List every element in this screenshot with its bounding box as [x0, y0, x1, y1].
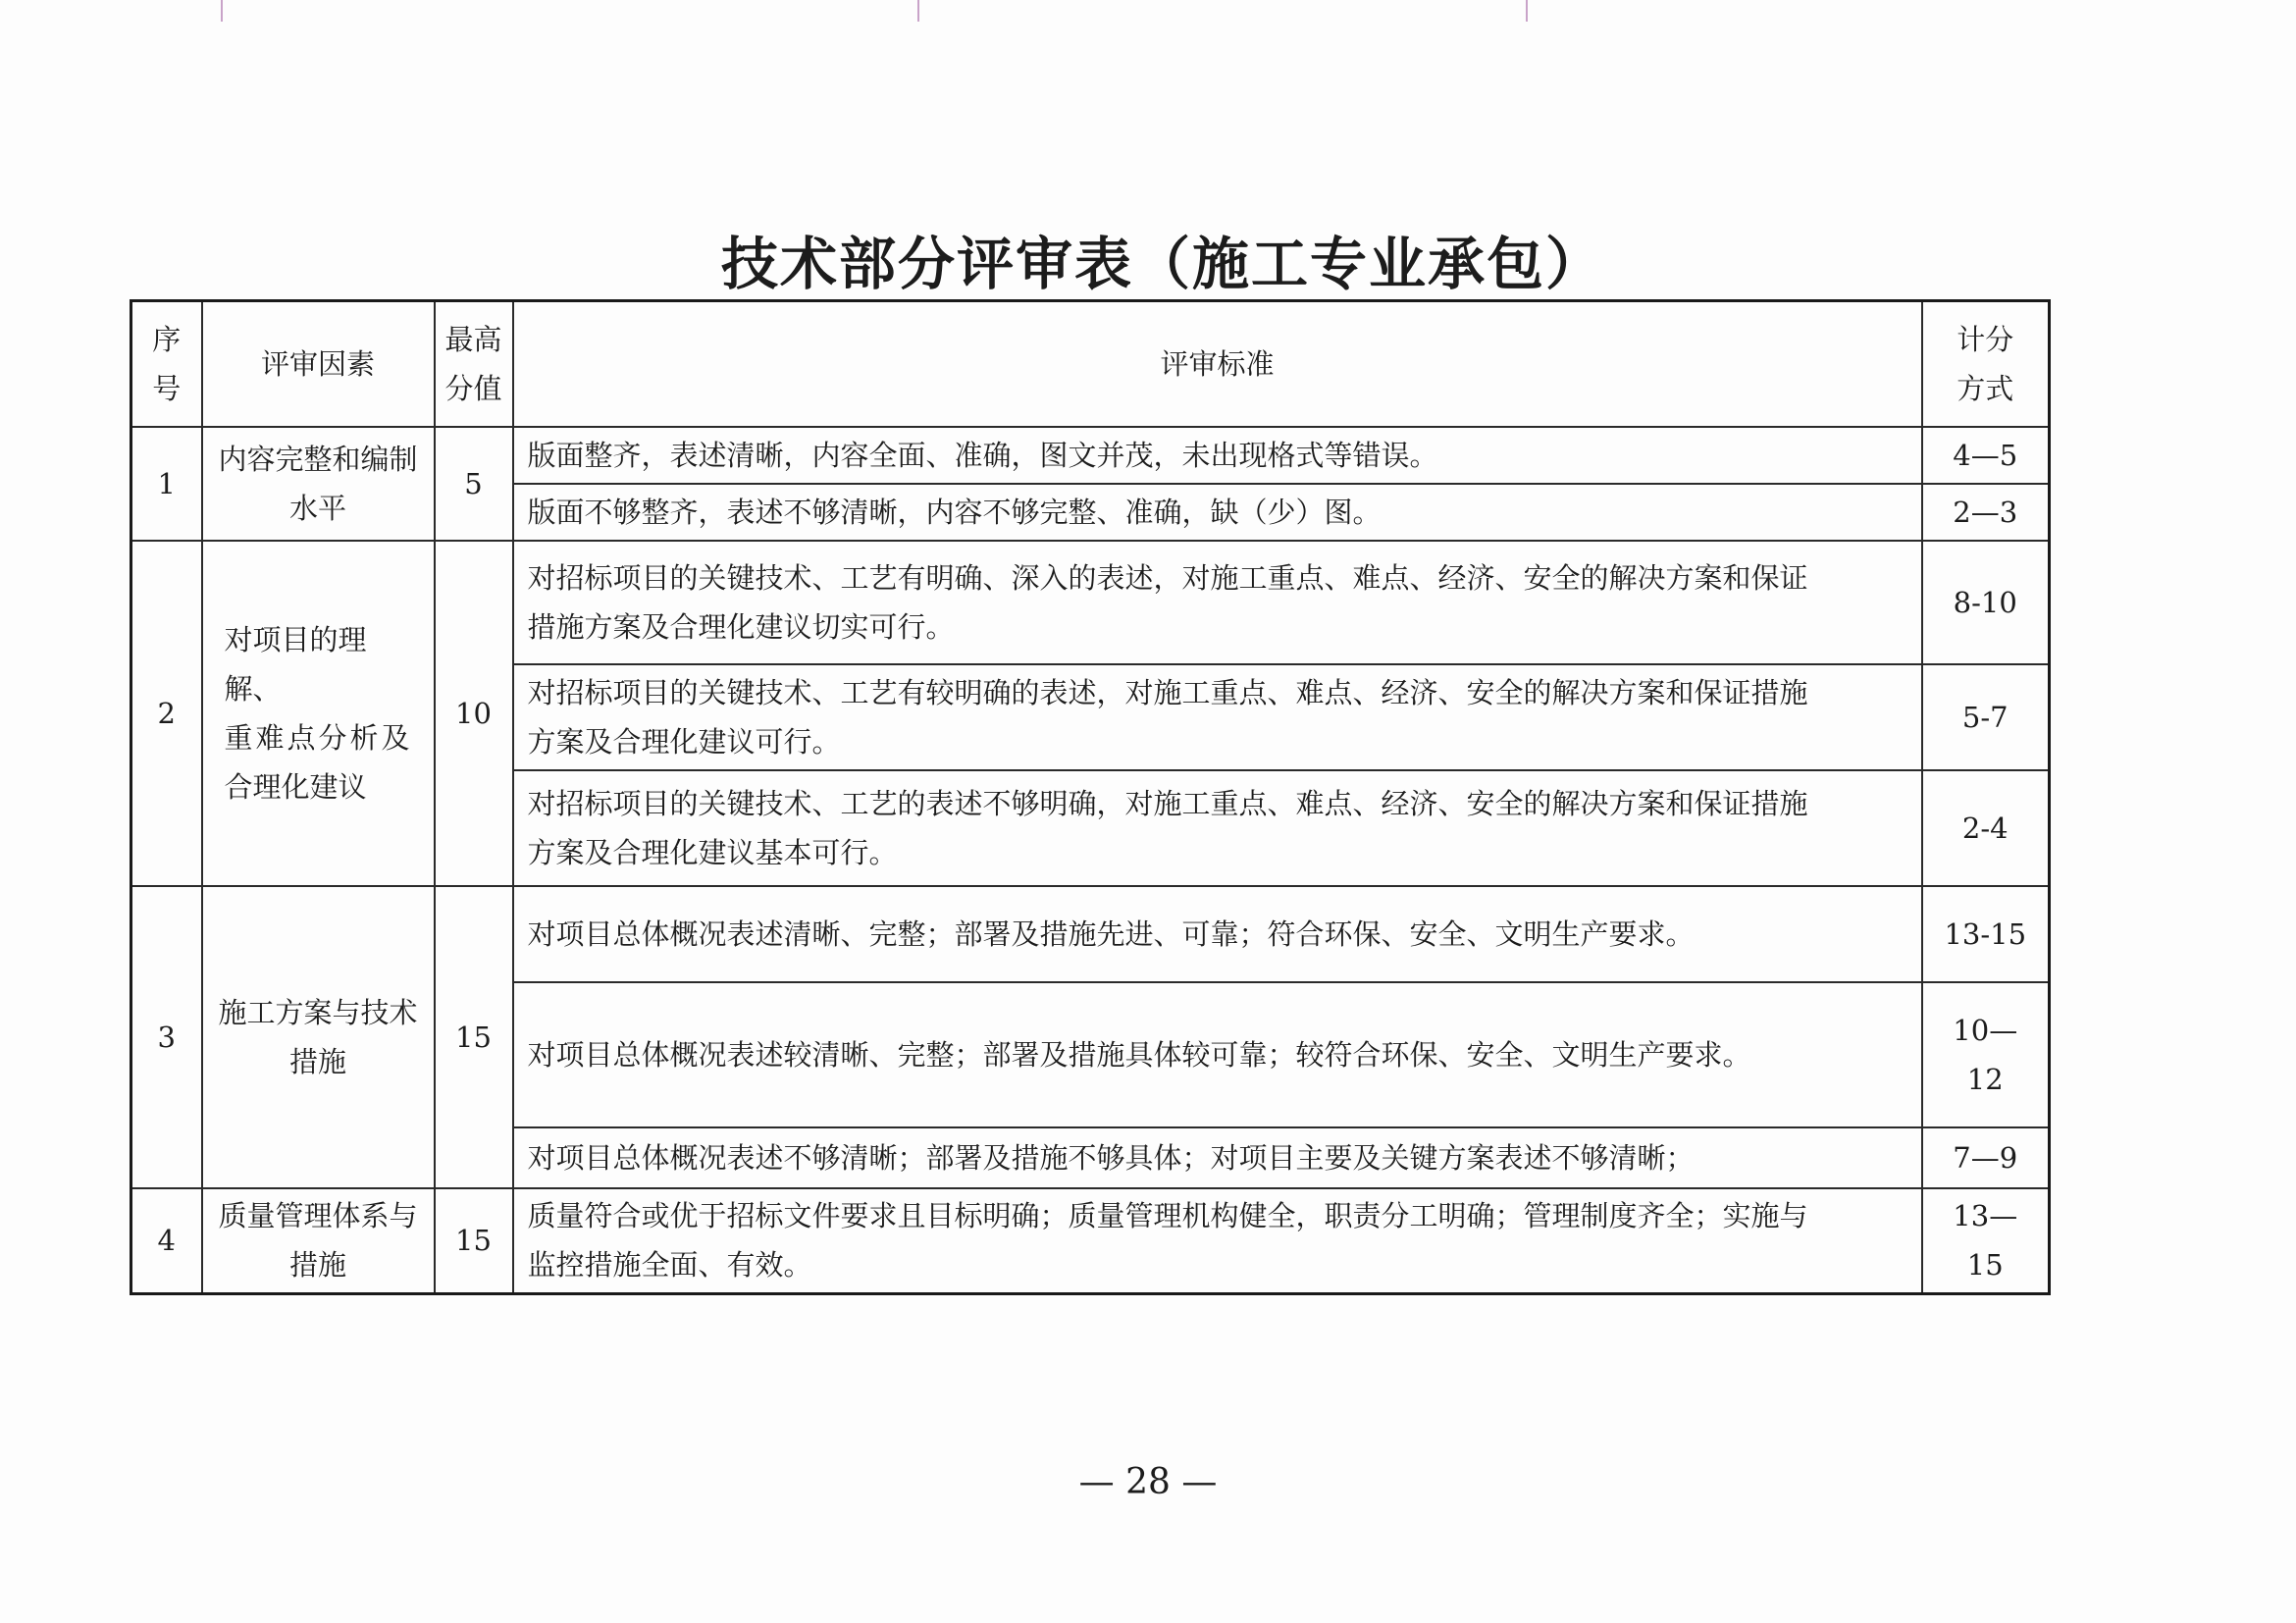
- factor-line: 质量管理体系与: [218, 1199, 418, 1233]
- header-no: 序号: [131, 301, 202, 427]
- row-max-score: 5: [435, 427, 513, 541]
- row-factor: [202, 1188, 435, 1294]
- criterion-score: 4—5: [1922, 427, 2050, 484]
- criterion-line: 对招标项目的关键技术、工艺的表述不够明确，对施工重点、难点、经济、安全的解决方案和保证措施: [527, 786, 1808, 820]
- header-method: [1922, 301, 2050, 427]
- criterion-score: 7—9: [1922, 1127, 2050, 1188]
- row-factor: [202, 886, 435, 1188]
- row-no: 3: [131, 886, 202, 1188]
- criterion-line: 对招标项目的关键技术、工艺有较明确的表述，对施工重点、难点、经济、安全的解决方案和保证措施: [527, 675, 1808, 709]
- factor-line: 合理化建议: [224, 769, 367, 804]
- criterion-text: [513, 770, 1922, 886]
- factor-line: 水平: [288, 491, 346, 525]
- factor-line: 措施: [288, 1044, 346, 1078]
- table-row: [131, 886, 2050, 982]
- criterion-text: 版面不够整齐，表述不够清晰，内容不够完整、准确，缺（少）图。: [513, 484, 1922, 541]
- row-factor: [202, 541, 435, 886]
- header-max-line2: 分值: [444, 371, 502, 405]
- row-no: 2: [131, 541, 202, 886]
- criterion-text: [513, 541, 1922, 664]
- criterion-text: [513, 1188, 1922, 1294]
- criterion-text: 版面整齐，表述清晰，内容全面、准确，图文并茂，未出现格式等错误。: [513, 427, 1922, 484]
- row-max-score: 15: [435, 886, 513, 1188]
- header-max-line1: 最高: [444, 322, 502, 356]
- criterion-line: 措施方案及合理化建议切实可行。: [527, 609, 955, 644]
- criterion-line: 方案及合理化建议可行。: [527, 724, 841, 759]
- factor-line: 对项目的理解、: [224, 622, 367, 706]
- criterion-score: 8-10: [1922, 541, 2050, 664]
- row-no: 4: [131, 1188, 202, 1294]
- criterion-text: 对项目总体概况表述清晰、完整；部署及措施先进、可靠；符合环保、安全、文明生产要求。: [513, 886, 1922, 982]
- criterion-score: 5-7: [1922, 664, 2050, 770]
- scan-mark: [221, 0, 223, 22]
- criterion-line: 对招标项目的关键技术、工艺有明确、深入的表述，对施工重点、难点、经济、安全的解决方案和保证: [527, 560, 1808, 595]
- row-max-score: 10: [435, 541, 513, 886]
- table-row: [131, 541, 2050, 664]
- factor-line: 重难点分析及: [224, 720, 413, 755]
- factor-line: 施工方案与技术: [218, 995, 418, 1029]
- criterion-line: 监控措施全面、有效。: [527, 1248, 812, 1283]
- criterion-text: 对项目总体概况表述较清晰、完整；部署及措施具体较可靠；较符合环保、安全、文明生产要求。: [513, 982, 1922, 1127]
- row-max-score: 15: [435, 1188, 513, 1294]
- factor-line: 内容完整和编制: [218, 442, 418, 476]
- scan-mark: [917, 0, 919, 22]
- header-max-score: [435, 301, 513, 427]
- table-header-row: [131, 301, 2050, 427]
- criterion-score: 2—3: [1922, 484, 2050, 541]
- row-factor: [202, 427, 435, 541]
- row-no: 1: [131, 427, 202, 541]
- criterion-text: [513, 664, 1922, 770]
- header-factor: 评审因素: [202, 301, 435, 427]
- header-method-line2: 方式: [1957, 371, 2014, 405]
- table-row: [131, 427, 2050, 484]
- page-number: — 28 —: [1078, 1462, 1218, 1502]
- criterion-score: 13—15: [1922, 1188, 2050, 1294]
- scan-mark: [1526, 0, 1528, 22]
- header-method-line1: 计分: [1957, 322, 2014, 356]
- review-table: [130, 299, 2051, 1295]
- criterion-score: 2-4: [1922, 770, 2050, 886]
- criterion-line: 方案及合理化建议基本可行。: [527, 835, 898, 869]
- document-title: 技术部分评审表（施工专业承包）: [720, 231, 1604, 297]
- criterion-line: 质量符合或优于招标文件要求且目标明确；质量管理机构健全，职责分工明确；管理制度齐全；实施与: [527, 1199, 1808, 1233]
- criterion-score: 13-15: [1922, 886, 2050, 982]
- criterion-text: 对项目总体概况表述不够清晰；部署及措施不够具体；对项目主要及关键方案表述不够清晰；: [513, 1127, 1922, 1188]
- factor-line: 措施: [288, 1248, 346, 1283]
- header-standard: 评审标准: [513, 301, 1922, 427]
- criterion-score: 10—12: [1922, 982, 2050, 1127]
- table-row: [131, 1188, 2050, 1294]
